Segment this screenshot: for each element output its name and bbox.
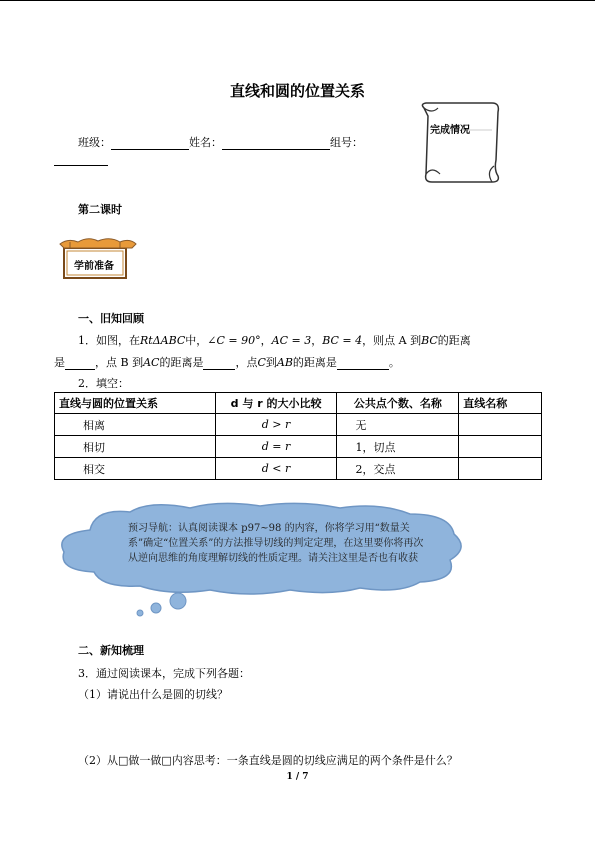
group-blank-wrap	[54, 153, 108, 166]
q1-bc-condition: BC = 4	[322, 334, 363, 347]
q1-text: 。	[388, 356, 400, 369]
table-cell: 相交	[55, 458, 216, 480]
name-label: 姓名：	[189, 136, 222, 149]
header-rule	[0, 0, 595, 1]
answer-blank-c[interactable]	[337, 357, 389, 370]
table-header-cell: d 与 r 的大小比较	[215, 393, 337, 414]
table-header-cell: 直线与圆的位置关系	[55, 393, 216, 414]
q1-line2	[54, 354, 400, 370]
q1-text: ，点 B 到	[95, 356, 144, 369]
pre-study-label: 学前准备	[74, 261, 114, 272]
name-blank[interactable]	[222, 137, 330, 150]
q1-point-c: C	[257, 356, 266, 369]
table-cell: d > r	[215, 414, 337, 436]
preview-guide-text: 预习导航：认真阅读课本 p97~98 的内容，你将学习用“数量关系”确定“位置关系”的方法推导切线的判定定理，在这里要你将再次从逆向思维的角度理解切线的性质定理。请关注这里是否也有收获	[128, 523, 424, 564]
q1-line1	[78, 332, 471, 348]
q1-text: 的距离	[437, 334, 471, 347]
q1-text: 中，	[185, 334, 208, 347]
q1-text: 的距离是	[159, 356, 204, 369]
q1-text: 是	[54, 356, 65, 369]
q1-ab: AB	[276, 356, 293, 369]
table-row	[55, 458, 542, 480]
q1-bc: BC	[421, 334, 438, 347]
q1-angle-condition: ∠C = 90°	[207, 334, 261, 347]
page-number: 1 / 7	[286, 772, 309, 782]
q1-triangle: RtΔABC	[140, 334, 186, 347]
q1-text: ，	[260, 334, 272, 347]
table-cell: d < r	[215, 458, 337, 480]
class-blank[interactable]	[111, 137, 189, 150]
section2-heading: 二、新知梳理	[78, 644, 144, 657]
q1-ac-condition: AC = 3	[271, 334, 312, 347]
q3-2: （2）从□做一做□内容思考：一条直线是圆的切线应满足的两个条件是什么？	[78, 754, 458, 767]
completion-label: 完成情况	[430, 125, 470, 136]
class-label: 班级：	[78, 136, 111, 149]
q1-text: ，则点 A 到	[362, 334, 422, 347]
table-cell: 1，切点	[337, 436, 459, 458]
table-cell: 2，交点	[337, 458, 459, 480]
q3-label: 3．通过阅读课本，完成下列各题：	[78, 667, 250, 680]
table-header-cell: 公共点个数、名称	[337, 393, 459, 414]
table-cell[interactable]	[459, 436, 542, 458]
table-header-cell: 直线名称	[459, 393, 542, 414]
position-relation-table	[54, 392, 542, 480]
table-cell: 相切	[55, 436, 216, 458]
table-cell: 无	[337, 414, 459, 436]
group-label: 组号：	[330, 136, 363, 149]
table-row	[55, 414, 542, 436]
q1-text: ，	[311, 334, 323, 347]
answer-blank-b[interactable]	[203, 357, 235, 370]
student-info-line	[78, 134, 363, 150]
q1-text: ，点	[235, 356, 258, 369]
group-blank[interactable]	[54, 153, 108, 166]
section1-heading: 一、旧知回顾	[78, 312, 144, 325]
table-cell: 相离	[55, 414, 216, 436]
q3-1: （1）请说出什么是圆的切线？	[78, 688, 228, 701]
q1-text: 的距离是	[292, 356, 337, 369]
q1-ac: AC	[143, 356, 160, 369]
table-row	[55, 436, 542, 458]
table-cell[interactable]	[459, 414, 542, 436]
q1-text: 到	[265, 356, 277, 369]
answer-blank-a[interactable]	[65, 357, 95, 370]
page-title: 直线和圆的位置关系	[229, 82, 365, 100]
q1-text: 1．如图，在	[78, 334, 140, 347]
table-cell[interactable]	[459, 458, 542, 480]
q2-label: 2．填空：	[78, 377, 129, 390]
table-cell: d = r	[215, 436, 337, 458]
table-header-row	[55, 393, 542, 414]
completion-scroll-icon	[410, 100, 510, 186]
lesson-label: 第二课时	[78, 203, 122, 216]
